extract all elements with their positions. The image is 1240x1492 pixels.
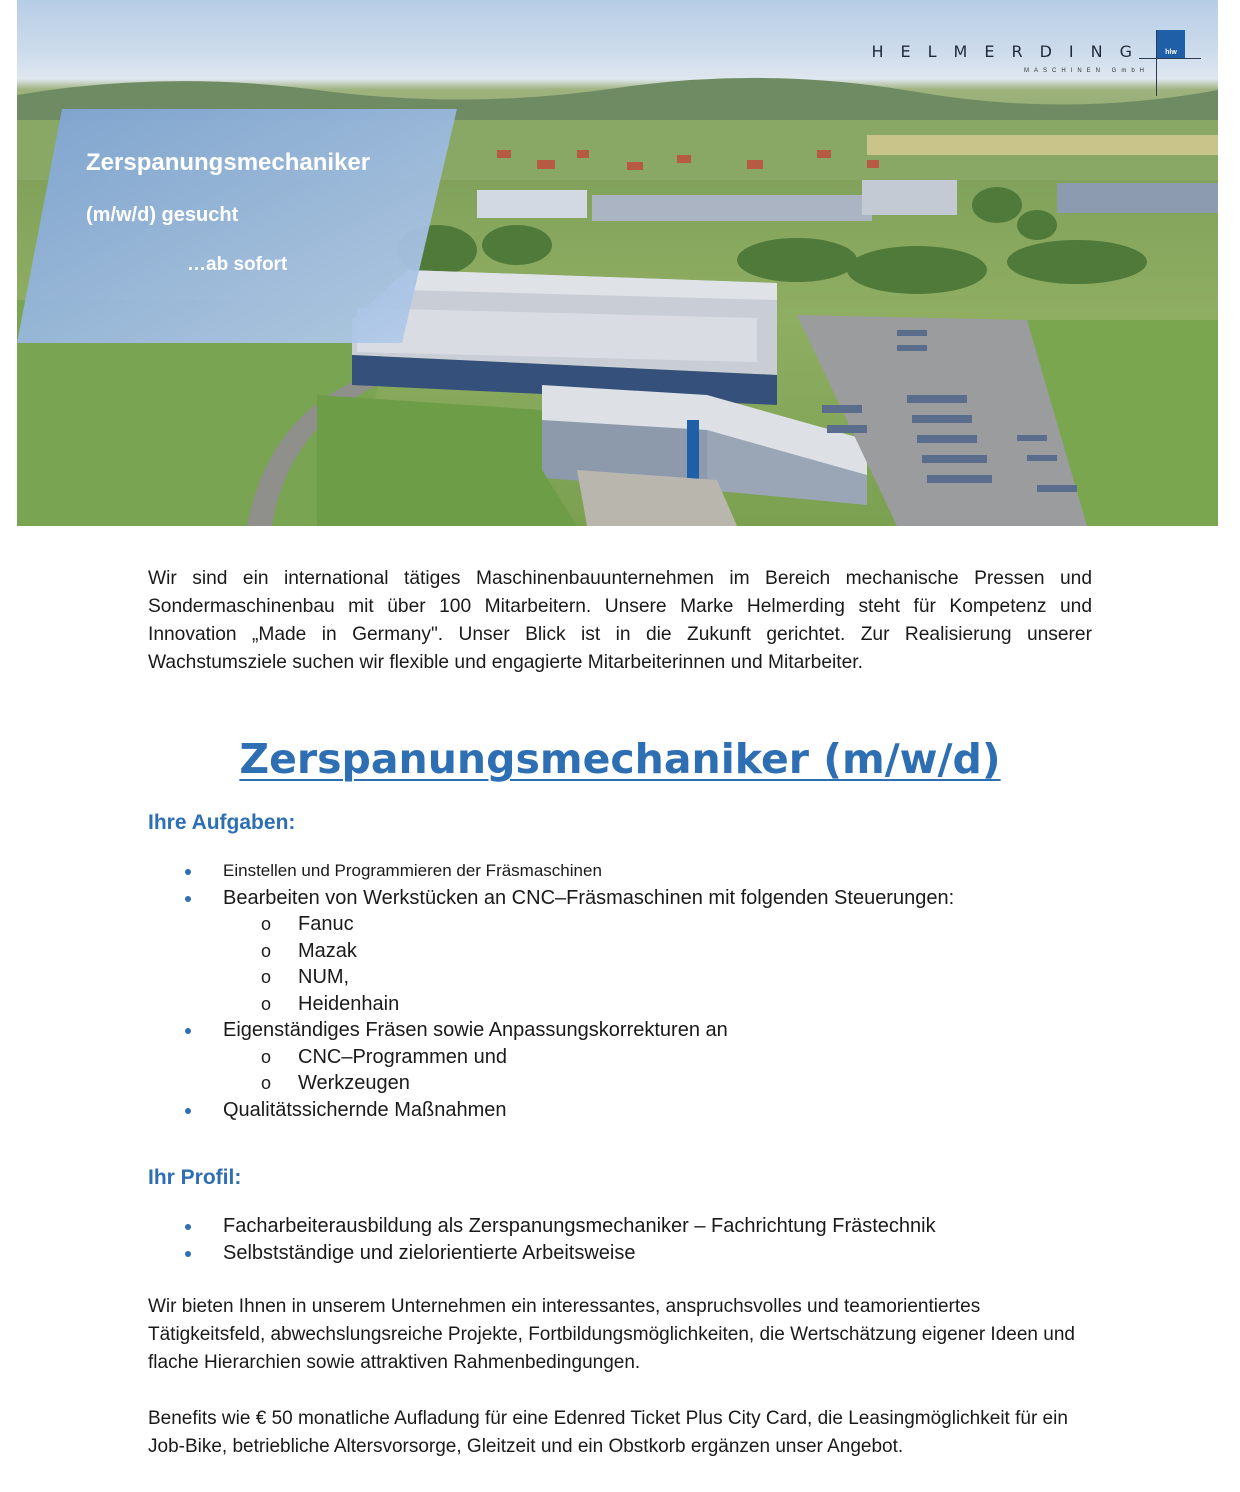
sublist-item: o CNC–Programmen und <box>223 1044 954 1071</box>
company-logo <box>871 30 1201 100</box>
banner-subtitle: (m/w/d) gesucht <box>86 204 239 226</box>
sublist-item: o Werkzeugen <box>223 1070 954 1097</box>
logo-badge: hlw <box>1157 30 1185 58</box>
benefits-paragraph: Benefits wie € 50 monatliche Aufladung für eine Edenred Ticket Plus City Card, die Leasingmöglichkeit für ein Job-Bike, betriebliche Altersvorsorge, Gleitzeit und ein Obstkorb ergänzen unser Angebot. <box>148 1408 1068 1457</box>
banner-title: Zerspanungsmechaniker <box>86 149 371 176</box>
job-title: Zerspanungsmechaniker (m/w/d) <box>239 735 1001 783</box>
offer-paragraph: Wir bieten Ihnen in unserem Unternehmen ein interessantes, anspruchsvolles und teamorientiertes Tätigkeitsfeld, abwechslungsreiche Projekte, Fortbildungsmöglichkeiten, die Wertschätzung eigener Ideen und flache Hierarchien sowie attraktiven Rahmenbedingungen. <box>148 1296 1075 1373</box>
logo-name: HELMERDING <box>871 42 1149 61</box>
banner-start-date: …ab sofort <box>187 254 288 275</box>
sublist-item: o Fanuc <box>223 911 954 938</box>
profile-heading: Ihr Profil: <box>148 1166 242 1189</box>
tasks-heading: Ihre Aufgaben: <box>148 811 296 834</box>
sublist-item: o NUM, <box>223 964 954 991</box>
corrections-sublist <box>223 1044 954 1097</box>
list-item: Facharbeiterausbildung als Zerspanungsmechaniker – Fachrichtung Frästechnik <box>148 1213 936 1240</box>
list-item: Einstellen und Programmieren der Fräsmaschinen <box>148 858 954 885</box>
list-item: Selbstständige und zielorientierte Arbeitsweise <box>148 1240 936 1267</box>
tasks-list <box>148 858 954 1123</box>
list-item <box>148 885 954 1018</box>
list-item <box>148 1017 954 1097</box>
job-banner <box>17 109 457 343</box>
sublist-item: o Mazak <box>223 938 954 965</box>
list-item-text: Eigenständiges Fräsen sowie Anpassungskorrekturen an <box>223 1019 728 1041</box>
sublist-item: o Heidenhain <box>223 991 954 1018</box>
list-item-text: Bearbeiten von Werkstücken an CNC–Fräsmaschinen mit folgenden Steuerungen: <box>223 886 955 909</box>
profile-list <box>148 1213 936 1266</box>
hero-image <box>17 0 1218 526</box>
intro-paragraph: Wir sind ein international tätiges Maschinenbauunternehmen im Bereich mechanische Pressen und Sondermaschinenbau mit über 100 Mitarbeitern. Unsere Marke Helmerding steht für Kompetenz und Innovation „Made in Germany". Unser Blick ist in die Zukunft gerichtet. Zur Realisierung unserer Wachstumsziele suchen wir flexible und engagierte Mitarbeiterinnen und Mitarbeiter. <box>148 568 1092 673</box>
controls-sublist <box>223 911 954 1017</box>
list-item: Qualitätssichernde Maßnahmen <box>148 1097 954 1124</box>
logo-subtitle: MASCHINEN GmbH <box>1023 68 1149 74</box>
